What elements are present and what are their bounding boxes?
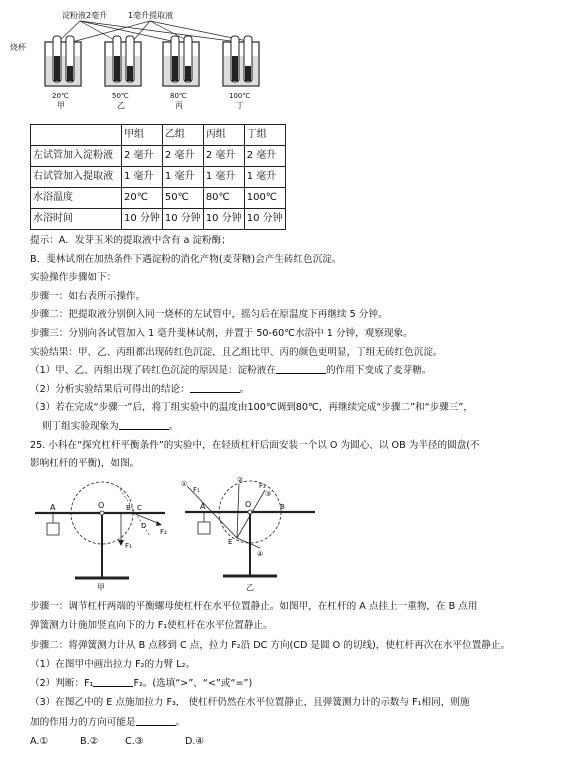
answer-blank[interactable] [276,362,326,374]
answer-options [30,732,560,751]
table-cell: 水浴时间 [31,209,122,230]
question-text: （1）甲、乙、丙组出现了砖红色沉淀的原因是：淀粉液在 [30,365,276,377]
table-cell: 10 分钟 [203,209,244,230]
caption-yi: 乙 [246,583,254,592]
caption-jia: 甲 [97,583,105,592]
table-cell: 10 分钟 [244,209,285,230]
table-cell: 10 分钟 [162,209,203,230]
beaker-temp-1: 20℃ [52,92,69,100]
table-cell: 10 分钟 [122,209,163,230]
point-A-yi: A [200,502,206,511]
table-cell: 1 毫升 [244,167,285,188]
table-cell: 50℃ [162,188,203,209]
question-25-line2: 影响杠杆的平衡)，如图。 [30,458,140,470]
table-row [31,167,286,188]
question-text: 则丁组实验现象为 [42,420,119,432]
table-row [31,146,286,167]
option-c[interactable]: C.③ [125,736,144,748]
question-text: 。 [168,420,179,432]
text-line: 实验操作步骤如下： [30,272,117,284]
table-cell: 1 毫升 [122,167,163,188]
force-F1: F₁ [125,542,132,550]
table-cell: 2 毫升 [162,146,203,167]
point-B: B [126,504,131,512]
beaker [105,36,141,86]
answer-blank[interactable] [119,418,169,430]
question-text-block [30,232,560,474]
point-C: C [137,504,142,512]
beaker-figure [0,0,300,120]
force-F2-yi: F₂ [259,482,266,490]
question-3-line1: （3）若在完成“步骤一”后，将丁组实验中的温度由100℃调到80℃，再继续完成“步骤二”和“步骤三”， [30,402,473,414]
table-cell: 丙组 [203,125,244,146]
text-line: 提示：A．发芽玉米的提取液中含有 a 淀粉酶； [30,235,231,246]
table-cell [31,125,122,146]
table-cell: 右试管加入提取液 [31,167,122,188]
question-text: F₂。(选填“>”、“<”或“=”) [133,678,253,690]
point-A: A [50,503,56,512]
direction-2: ② [237,476,244,484]
text-line: 步骤三：分别向各试管加入 1 毫升斐林试剂，并置于 50-60℃水浴中 1 分钟，观察现象。 [30,327,413,339]
point-B-yi: B [280,503,285,511]
question-3-line2 [30,418,560,437]
lever-yi [181,476,315,592]
beaker-temp-4: 100℃ [229,92,251,100]
force-F1-yi: F₁ [193,486,200,494]
text-line: 步骤一：如右表所示操作。 [30,290,146,302]
beaker-name-4: 丁 [236,101,244,110]
table-cell: 2 毫升 [244,146,285,167]
question-text: （2）分析实验结果后可得出的结论： [30,383,190,395]
question-25-3-line1: （3）在图乙中的 E 点施加拉力 F₃， 使杠杆仍然在水平位置静止，且弹簧测力计的示数与 F₁相同，则施 [30,697,470,709]
table-row [31,125,286,146]
table-cell: 丁组 [244,125,285,146]
table-cell: 1 毫升 [203,167,244,188]
question-25-line1: 25. 小科在“探究杠杆平衡条件”的实验中，在轻质杠杆后面安装一个以 O 为圆心、以 OB 为半径的圆盘(不 [30,439,480,451]
table-cell: 2 毫升 [203,146,244,167]
direction-1: ① [181,480,188,488]
force-F2: F₂ [160,528,167,536]
text-line: 弹簧测力计施加竖直向下的力 F₁使杠杆在水平位置静止。 [30,620,273,632]
question-25-block [30,597,560,751]
text-line: 实验结果：甲、乙、丙组都出现砖红色沉淀，且乙组比甲、丙的颜色更明显，丁组无砖红色沉淀。 [30,346,443,358]
point-E: E [228,538,233,546]
option-d[interactable]: D.④ [185,736,205,748]
table-row [31,209,286,230]
question-1 [30,362,560,381]
table-cell: 乙组 [162,125,203,146]
table-cell: 2 毫升 [122,146,163,167]
point-D: D [141,522,147,530]
label-beaker: 烧杯 [10,43,26,52]
question-text: 的作用下变成了麦芽糖。 [325,365,432,377]
question-text: （2）判断：F₁ [30,678,94,690]
question-2 [30,381,560,400]
beaker [223,36,259,86]
table-cell: 左试管加入淀粉液 [31,146,122,167]
label-extract: 1毫升提取液 [128,11,174,20]
beaker-temp-2: 50℃ [112,92,129,100]
question-25-3-line2 [30,713,560,732]
table-cell: 20℃ [122,188,163,209]
text-line: （1）在图甲中画出拉力 F₂的力臂 L₂。 [30,658,196,670]
question-text: 加的作用力的方向可能是 [30,716,136,728]
text-line: B．斐林试剂在加热条件下遇淀粉的消化产物(麦芽糖)会产生砖红色沉淀。 [30,253,342,265]
beaker-name-1: 甲 [57,101,65,110]
answer-blank[interactable] [190,381,240,393]
option-a[interactable]: A.① [30,736,49,748]
text-line: 步骤二：把提取液分别倒入同一烧杯的左试管中，摇匀后在原温度下再继续 5 分钟。 [30,309,388,321]
table-cell: 甲组 [122,125,163,146]
direction-4: ④ [257,550,264,558]
question-text: 。 [239,383,250,395]
table-cell: 100℃ [244,188,285,209]
lever-figure [25,468,325,593]
text-line: 步骤一：调节杠杆两端的平衡螺母使杠杆在水平位置静止。如图甲，在杠杆的 A 点挂上一重物，在 B 点用 [30,601,478,612]
answer-blank[interactable] [93,675,133,687]
question-text: 。 [175,716,186,728]
table-cell: 1 毫升 [162,167,203,188]
beaker-temp-3: 80℃ [170,92,187,100]
text-line: 步骤二：将弹簧测力计从 B 点移到 C 点，拉力 F₂沿 DC 方向(CD 是圆 O 的切线)，使杠杆再次在水平位置静止。 [30,639,511,651]
table-row [31,188,286,209]
lever-jia [35,482,167,592]
label-starch: 淀粉液2毫升 [62,11,108,20]
beaker-name-2: 乙 [117,101,125,110]
question-25-2 [30,674,560,693]
table-cell: 水浴温度 [31,188,122,209]
point-O: O [98,501,105,510]
beaker [45,36,81,86]
direction-3: ③ [265,490,272,498]
option-b[interactable]: B.② [80,736,99,748]
point-O-yi: O [245,500,252,509]
answer-blank[interactable] [136,714,176,726]
experiment-table [30,124,286,230]
beaker-name-3: 丙 [175,101,183,110]
beaker [163,36,199,86]
table-cell: 80℃ [203,188,244,209]
